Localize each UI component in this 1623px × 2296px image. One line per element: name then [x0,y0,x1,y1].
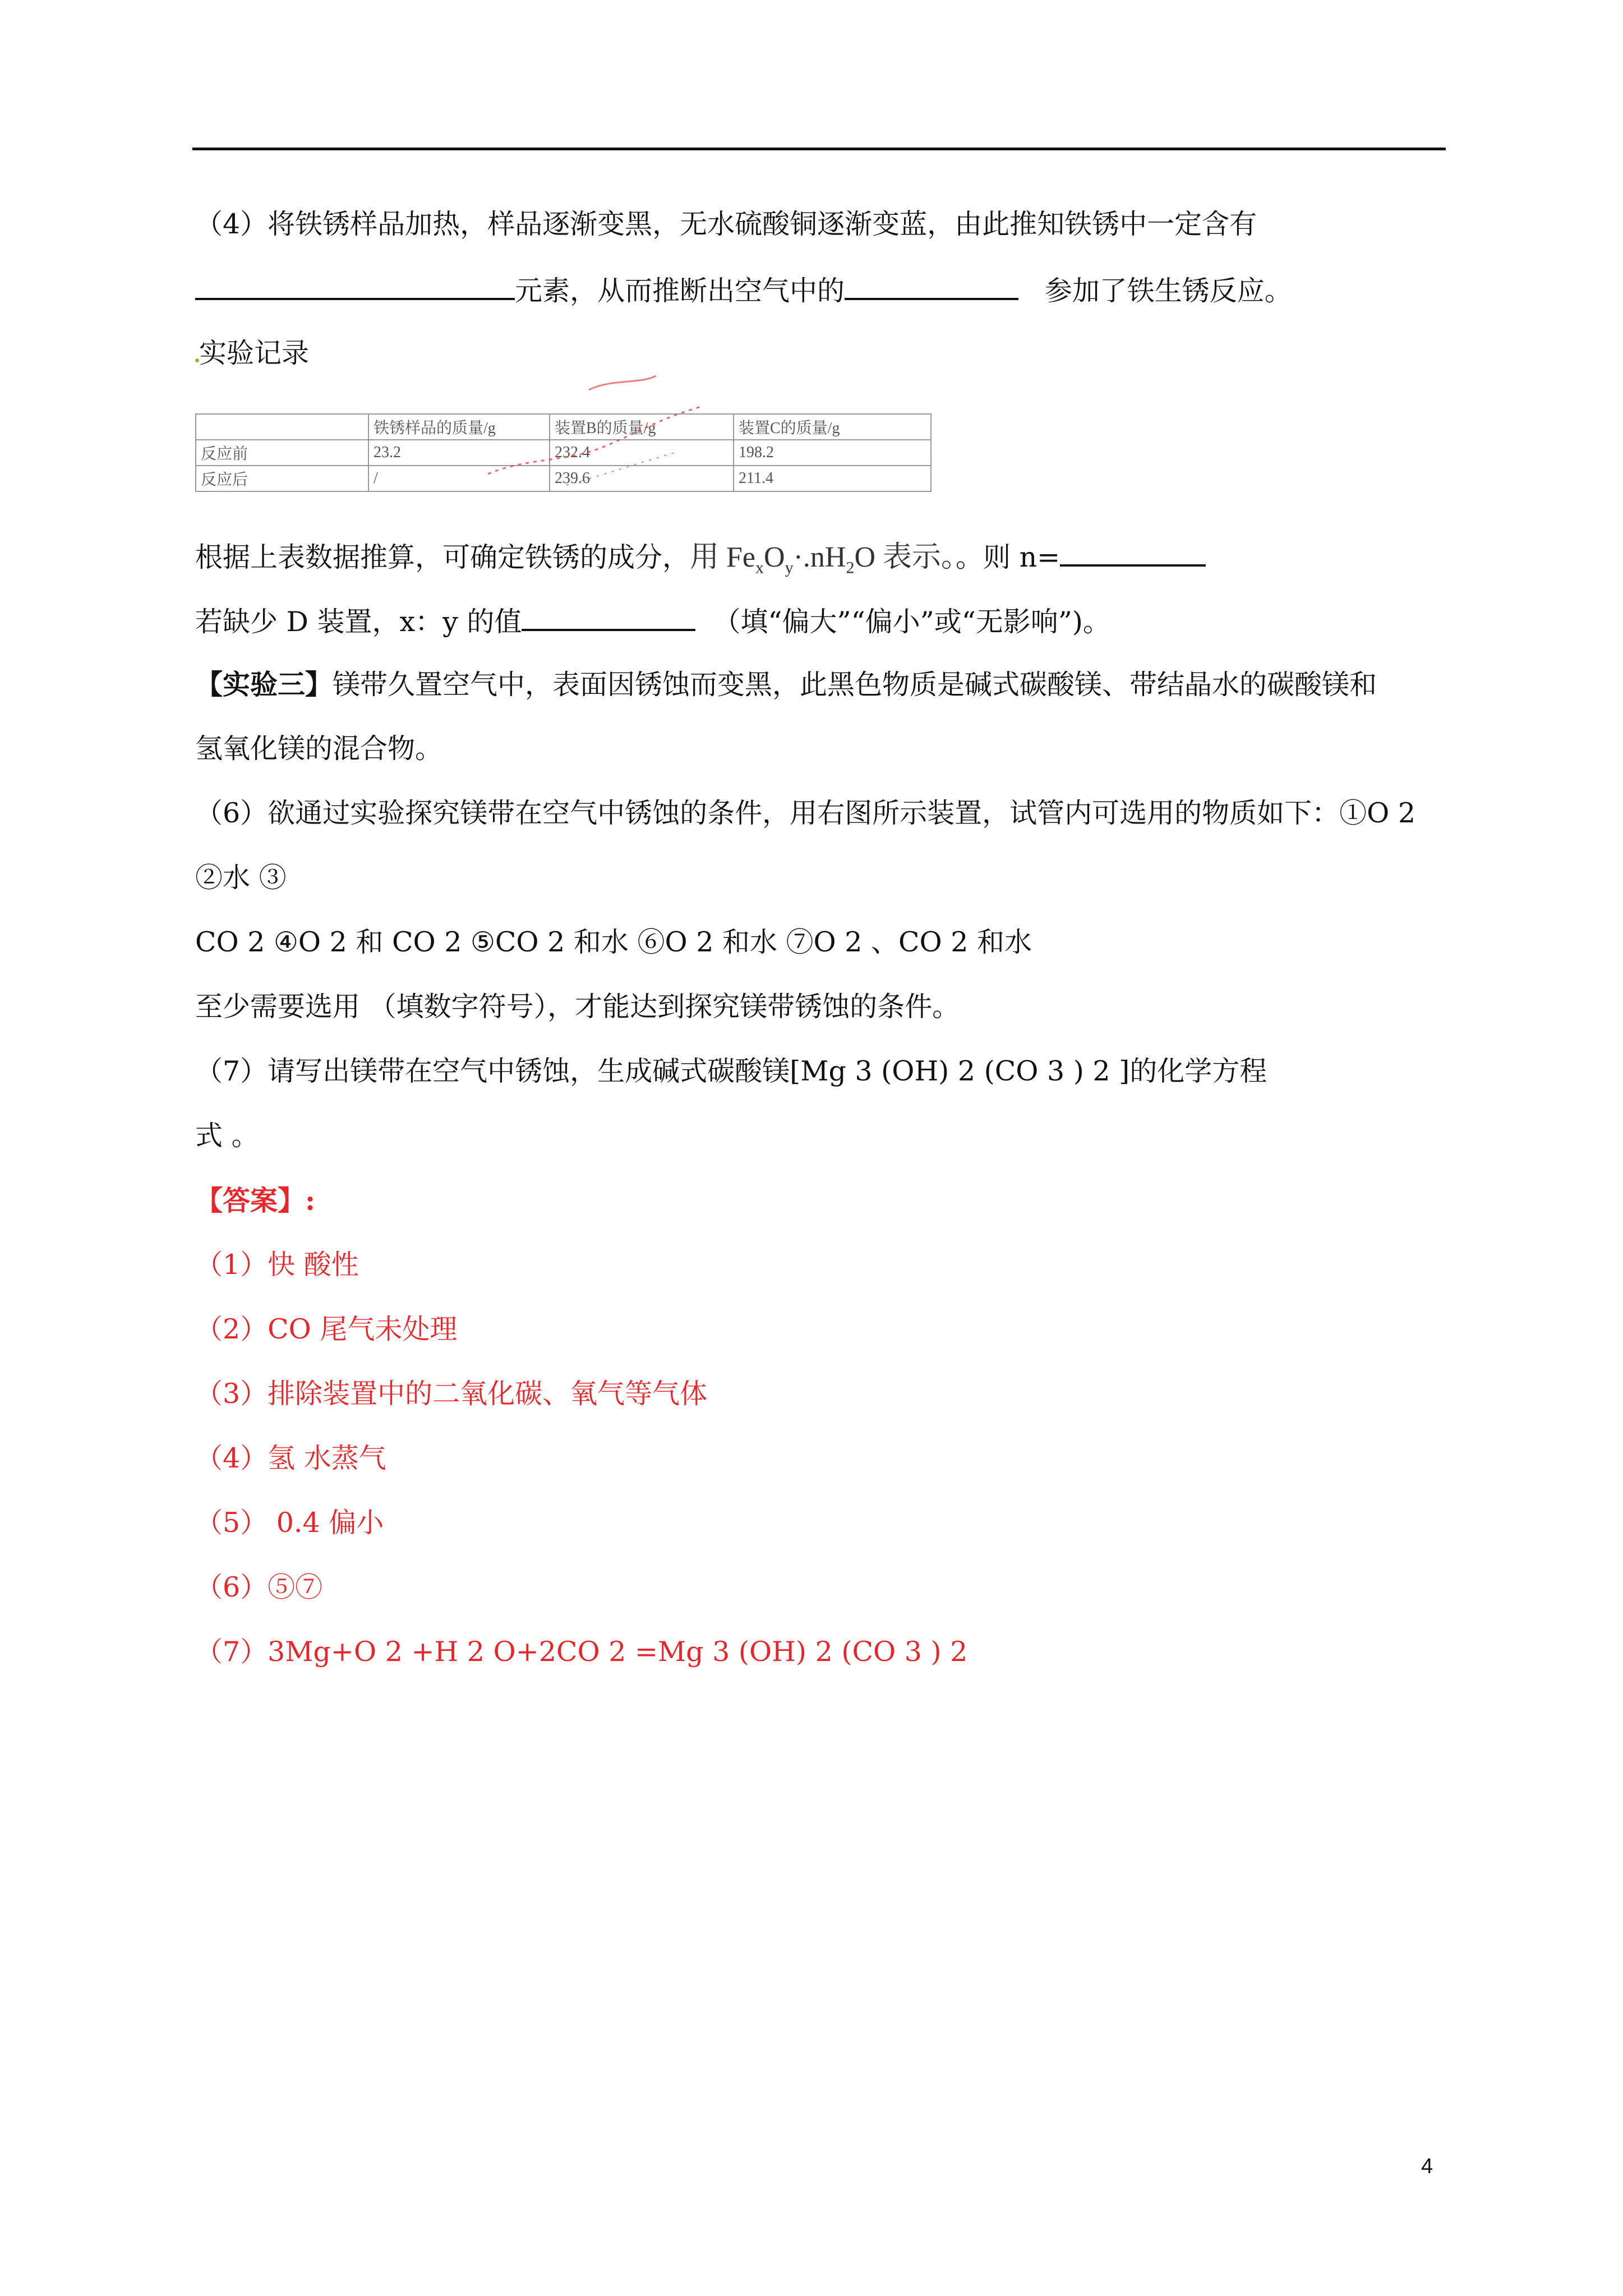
table-header-cell: 装置C的质量/g [734,414,931,440]
q5-blank-n[interactable] [1060,539,1206,567]
table-cell: 反应后 [196,466,368,491]
q7-line1: （7）请写出镁带在空气中锈蚀，生成碱式碳酸镁[Mg 3 (OH) 2 (CO 3 ) 2 ]的化学方程 [195,1055,1267,1087]
table-cell: 239.6 [550,466,734,491]
table-cell: 232.4 [550,440,734,466]
table-cell: 23.2 [368,440,550,466]
answer-item: （6）⑤⑦ [195,1571,323,1603]
mark-dot-icon [195,358,199,362]
table-cell: / [368,466,550,491]
page-number: 4 [1421,2155,1433,2178]
q7-line2: 式 。 [195,1120,259,1152]
answer-item: （5） 0.4 偏小 [195,1507,384,1539]
answer-item: （4）氢 水蒸气 [195,1442,386,1474]
q6-line3: CO 2 ④O 2 和 CO 2 ⑤CO 2 和水 ⑥O 2 和水 ⑦O 2 、CO 2 和水 [195,926,1032,958]
answer-item: （3）排除装置中的二氧化碳、氧气等气体 [195,1378,708,1410]
table-cell: 198.2 [734,440,931,466]
table-header-cell: 铁锈样品的质量/g [368,414,550,440]
table-cell: 反应前 [196,440,368,466]
q6-line4: 至少需要选用 （填数字符号），才能达到探究镁带锈蚀的条件。 [195,991,960,1023]
q4-blank-gas[interactable] [845,272,1018,300]
table-cell: 211.4 [734,466,931,491]
q4-blank-element[interactable] [195,272,515,300]
q5-blank-ratio[interactable] [522,603,695,631]
table-header-cell: 装置B的质量/g [550,414,734,440]
q5-line1: 根据上表数据推算，可确定铁锈的成分，用 $Fe_xO_y\cdot.nH_2O$ 表示。。则 n= [195,539,1206,585]
iron-rust-formula: 用 $Fe_xO_y\cdot.nH_2O$ 表示。 [690,541,956,577]
exp3-line1: 【实验三】镁带久置空气中，表面因锈蚀而变黑，此黑色物质是碱式碳酸镁、带结晶水的碳酸镁和 [195,668,1377,701]
exp3-line2: 氢氧化镁的混合物。 [195,733,443,765]
q4-line1: （4）将铁锈样品加热，样品逐渐变黑，无水硫酸铜逐渐变蓝，由此推知铁锈中一定含有 [195,208,1257,240]
header-rule [192,148,1446,150]
record-title: 实验记录 [195,337,309,370]
red-scribble-mark [477,367,712,502]
answer-item: （2）CO 尾气未处理 [195,1313,458,1345]
table-header-cell [196,414,368,440]
q4-line2: 元素，从而推断出空气中的 参加了铁生锈反应。 [195,272,1292,308]
q6-line2: ②水 ③ [195,862,287,894]
answer-title: 【答案】: [195,1184,316,1217]
answer-item: （7）3Mg+O 2 +H 2 O+2CO 2 =Mg 3 (OH) 2 (CO 3 ) 2 [195,1636,968,1668]
q6-line1: （6）欲通过实验探究镁带在空气中锈蚀的条件，用右图所示装置，试管内可选用的物质如下：①O 2 [195,797,1416,829]
q5-line2: 若缺少 D 装置，x：y 的值 （填“偏大”“偏小”或“无影响”)。 [195,603,1110,639]
answer-item: （1）快 酸性 [195,1249,359,1281]
